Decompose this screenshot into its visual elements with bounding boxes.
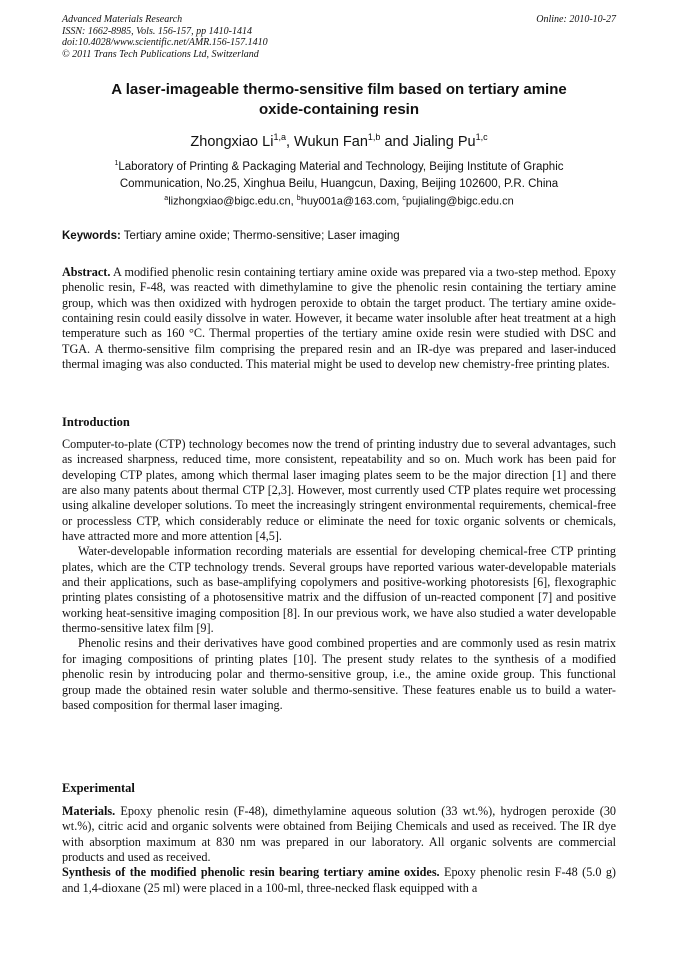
affiliation-line-1: Laboratory of Printing & Packaging Material and Technology, Beijing Institute of Graphic <box>118 160 564 173</box>
email-c[interactable]: pujialing@bigc.edu.cn <box>405 195 514 208</box>
author-2: Wukun Fan <box>294 133 368 150</box>
email-c-marker: c <box>402 195 406 202</box>
affiliation-marker: 1 <box>114 160 119 167</box>
author-3: Jialing Pu <box>412 133 476 150</box>
abstract <box>62 265 616 372</box>
materials-label: Materials. <box>62 804 116 818</box>
email-b-marker: b <box>296 195 301 202</box>
affiliation <box>62 155 616 193</box>
online-date: Online: 2010-10-27 <box>536 14 616 25</box>
experimental-heading: Experimental <box>62 781 135 795</box>
abstract-text: A modified phenolic resin containing tertiary amine oxide was prepared via a two-step method. Epoxy phenolic resin, F-48, was reacted with dimethylamine to give the phenolic resin containing the tertiary amine group, which was then oxidized with hydrogen peroxide to obtain the target product. The tertiary amine oxide-containing resin could easily dissolve in water. However, it became water insoluble after heat treatment at a high temperature such as 160 °C. Thermal properties of the tertiary amine oxide resin were studied with DSC and TGA. A thermo-sensitive film comprising the prepared resin and an IR-dye was prepared and laser-induced thermal imaging was also conducted. This material might be used to develop new chemistry-free printing plates. <box>62 265 616 372</box>
journal-header <box>62 14 616 60</box>
title-line-1: A laser-imageable thermo-sensitive film based on tertiary amine <box>111 81 567 98</box>
doi-line[interactable]: doi:10.4028/www.scientific.net/AMR.156-157.1410 <box>62 37 268 48</box>
issn-line: ISSN: 1662-8985, Vols. 156-157, pp 1410-1414 <box>62 25 252 37</box>
keywords-text: Tertiary amine oxide; Thermo-sensitive; Laser imaging <box>123 230 400 242</box>
author-conjunction: and <box>384 133 409 150</box>
title-line-2: oxide-containing resin <box>258 101 420 118</box>
author-1-affil: 1,a <box>273 132 286 142</box>
intro-paragraph-1: Computer-to-plate (CTP) technology becomes now the trend of printing industry due to several advantages, such as increased sharpness, reduced time, more consistent, repeatability and so on. Much work has been paid for developing CTP plates, among which thermal laser imaging plates seem to be the major direction [1] and there are also many patents about thermal CTP [2,3]. However, most currently used CTP plates require wet processing using alkaline developer solutions. To meet the increasingly stringent environmental requirements, chemical-free or processless CTP, which considerably reduce or eliminate the need for toxic organic solvents or chemicals, have attracted more and more attention [4,5]. <box>62 437 616 544</box>
materials-text: Epoxy phenolic resin (F-48), dimethylamine aqueous solution (33 wt.%), hydrogen peroxide (30 wt.%), citric acid and organic solvents were obtained from Beijing Chemicals and used as received. The IR dye with absorption maximum at 830 nm was prepared in our laboratory. All organic solvents are commercial products and used as received. <box>62 804 617 865</box>
abstract-label: Abstract. <box>62 265 111 279</box>
email-a[interactable]: lizhongxiao@bigc.edu.cn, <box>168 195 294 208</box>
intro-paragraph-2: Water-developable information recording materials are essential for developing chemical-free CTP printing plates, which are the CTP technology trends. Several groups have reported various water-developable materials and their applications, such as base-amplifying copolymers and positive-working photoresists [6], flexographic printing plates consisting of a photosensitive matrix and the diffusion of un-reacted component [7] and positive working heat-sensitive imaging composition [8]. In our previous work, we have also studied a water developable thermo-sensitive latex film [9]. <box>62 544 616 636</box>
materials-paragraph <box>62 804 616 865</box>
affiliation-line-2: Communication, No.25, Xinghua Beilu, Huangcun, Daxing, Beijing 102600, P.R. China <box>119 177 559 190</box>
synthesis-text: Epoxy phenolic resin F-48 (5.0 g) and 1,4-dioxane (25 ml) were placed in a 100-ml, three-necked flask equipped with a <box>62 865 616 895</box>
author-list: Zhongxiao Li$^{1,a}$, Wukun Fan$^{1,b}$ and Jialing Pu$^{1,c}$ <box>190 132 488 150</box>
author-emails <box>62 192 616 209</box>
author-1: Zhongxiao Li <box>190 133 274 150</box>
keywords <box>62 229 616 243</box>
author-2-affil: 1,b <box>367 132 381 142</box>
introduction-body <box>62 437 616 713</box>
paper-title <box>62 80 616 120</box>
email-a-marker: a <box>164 195 169 202</box>
copyright-line: © 2011 Trans Tech Publications Ltd, Switzerland <box>62 48 259 60</box>
email-b[interactable]: huy001a@163.com, <box>300 195 400 208</box>
introduction-heading: Introduction <box>62 415 130 429</box>
experimental-body <box>62 804 616 896</box>
keywords-label: Keywords: <box>62 230 121 242</box>
synthesis-paragraph <box>62 865 616 896</box>
author-3-affil: 1,c <box>475 132 488 142</box>
synthesis-label: Synthesis of the modified phenolic resin bearing tertiary amine oxides. <box>62 865 440 880</box>
intro-paragraph-3: Phenolic resins and their derivatives have good combined properties and are commonly used as resin matrix for imaging compositions of printing plates [10]. The present study relates to the synthesis of a modified phenolic resin by introducing polar and thermo-sensitive group, i.e., the amine oxide group. This functional group made the obtained resin water soluble and thermo-sensitive. These features enable us to build a water-based composition for thermal laser imaging. <box>62 636 616 712</box>
journal-name: Advanced Materials Research <box>62 14 183 25</box>
